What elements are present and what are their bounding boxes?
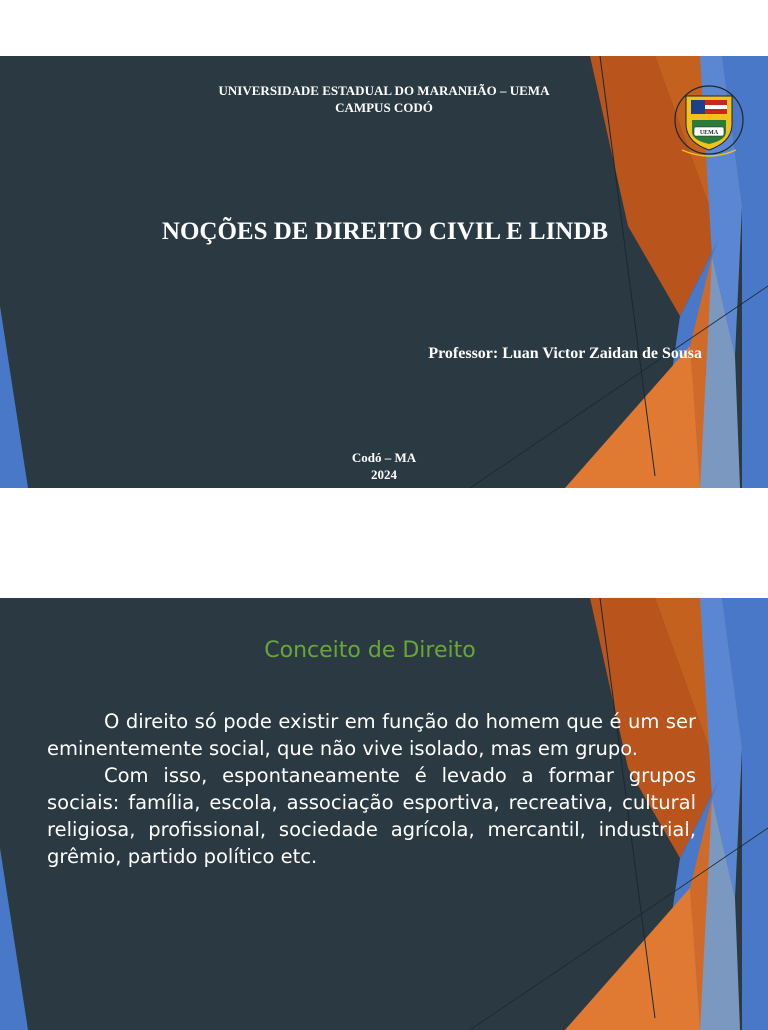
slide-body <box>47 708 696 870</box>
presentation-title: NOÇÕES DE DIREITO CIVIL E LINDB <box>161 218 609 245</box>
year-text: 2024 <box>371 467 397 482</box>
body-paragraph: Com isso, espontaneamente é levado a formar grupos sociais: família, escola, associação esportiva, recreativa, cultural religiosa, profissional, sociedade agrícola, mercantil, industrial, grêmio, partido político etc. <box>47 764 696 868</box>
place-and-year <box>284 449 484 483</box>
place-text: Codó – MA <box>351 450 417 465</box>
institution-header <box>150 82 618 116</box>
logo-text: UEMA <box>699 130 719 136</box>
content-slide <box>0 598 768 1030</box>
slide-decoration <box>0 56 768 488</box>
university-name: UNIVERSIDADE ESTADUAL DO MARANHÃO – UEMA <box>218 83 550 98</box>
professor-name: Professor: Luan Victor Zaidan de Sousa <box>428 345 702 362</box>
title-slide <box>0 56 768 488</box>
body-paragraph: O direito só pode existir em função do homem que é um ser eminentemente social, que não vive isolado, mas em grupo. <box>47 710 696 760</box>
slide-heading: Conceito de Direito <box>264 638 476 663</box>
uema-logo-icon <box>672 80 746 162</box>
campus-name: CAMPUS CODÓ <box>335 100 433 115</box>
